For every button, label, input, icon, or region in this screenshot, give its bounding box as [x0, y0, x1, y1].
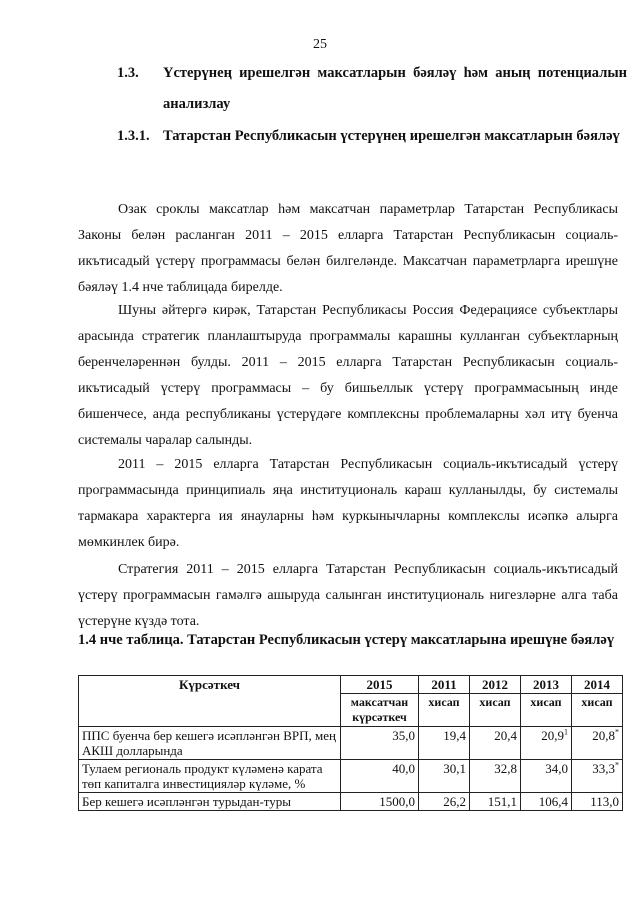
page-number: 25 — [313, 37, 327, 52]
row-label: ППС буенча бер кешегә исәпләнгән ВРП, мең АКШ долларында — [79, 727, 341, 760]
cell-value: 30,1 — [443, 761, 466, 776]
cell-value: 113,0 — [590, 794, 619, 809]
cell-value: 1500,0 — [379, 794, 415, 809]
indicator-header: Күрсәткеч — [79, 676, 341, 727]
subheader: хисап — [419, 694, 470, 727]
subheader: хисап — [521, 694, 572, 727]
paragraph: Озак сроклы максатлар һәм максатчан параметрлар Татарстан Республикасы Законы белән расланган 2011 – 2015 елларга Татарстан Республикасын социаль-икътисадый үстерү программасы белән билгеләнде. Максатчан параметрларга ирешүне бәяләү 1.4 нче таблицада бирелде. — [78, 202, 618, 295]
paragraph: Стратегия 2011 – 2015 елларга Татарстан Республикасын социаль-икътисадый үстерү программасын гамәлгә ашыруда салынган институциональ нигезләрне алга таба үстерүне күздә тота. — [78, 562, 618, 629]
cell-value: 20,9 — [541, 728, 564, 743]
cell-value: 151,1 — [487, 794, 517, 809]
subheader: максатчан күрсәткеч — [341, 694, 419, 727]
subsection-heading — [117, 121, 627, 152]
table-cell — [572, 793, 623, 811]
cell-value: 106,4 — [538, 794, 568, 809]
year-header: 2012 — [470, 676, 521, 694]
table-cell — [341, 727, 419, 760]
cell-value: 20,8 — [592, 728, 615, 743]
table-row — [79, 760, 623, 793]
year-header: 2011 — [419, 676, 470, 694]
table-row — [79, 793, 623, 811]
table-header-row — [79, 676, 623, 694]
table-cell — [572, 760, 623, 793]
goals-table — [78, 675, 623, 811]
subsection-number: 1.3.1. — [117, 128, 150, 144]
section-title: Үстерүнең ирешелгән максатларын бәяләү һәм аның потенциалын анализлау — [163, 65, 627, 112]
row-label: Тулаем региональ продукт күләменә карата төп капиталга инвестицияләр күләме, % — [79, 760, 341, 793]
cell-value: 34,0 — [545, 761, 568, 776]
cell-value: 32,8 — [494, 761, 517, 776]
subheader: хисап — [470, 694, 521, 727]
section-number: 1.3. — [117, 65, 139, 81]
cell-note: * — [615, 760, 619, 770]
cell-value: 40,0 — [392, 761, 415, 776]
table-cell — [419, 727, 470, 760]
cell-note: * — [615, 727, 619, 737]
table-cell — [521, 727, 572, 760]
year-header: 2014 — [572, 676, 623, 694]
table-cell — [572, 727, 623, 760]
cell-value: 26,2 — [443, 794, 466, 809]
year-header: 2015 — [341, 676, 419, 694]
year-header: 2013 — [521, 676, 572, 694]
subsection-title: Татарстан Республикасын үстерүнең ирешелгән максатларын бәяләү — [163, 128, 620, 144]
table-cell — [419, 793, 470, 811]
subheader: хисап — [572, 694, 623, 727]
table-cell — [521, 760, 572, 793]
table-row — [79, 727, 623, 760]
paragraph: 2011 – 2015 елларга Татарстан Республикасын социаль-икътисадый үстерү программасында принципиаль яңа институциональ караш кулланылды, бу системалы тармакара характерга ия янауларны һәм куркынычларны комплекслы исәпкә алырга мөмкинлек бирә. — [78, 457, 618, 550]
cell-value: 35,0 — [392, 728, 415, 743]
table-cell — [470, 727, 521, 760]
table-cell — [341, 760, 419, 793]
table-cell — [419, 760, 470, 793]
cell-value: 20,4 — [494, 728, 517, 743]
section-heading — [117, 58, 627, 120]
cell-value: 19,4 — [443, 728, 466, 743]
cell-note: 1 — [564, 727, 568, 737]
table-cell — [470, 760, 521, 793]
table-cell — [521, 793, 572, 811]
cell-value: 33,3 — [592, 761, 615, 776]
row-label: Бер кешегә исәпләнгән турыдан-туры — [79, 793, 341, 811]
paragraph: Шуны әйтергә кирәк, Татарстан Республикасы Россия Федерациясе субъектлары арасында стратегик планлаштыруда программалы карашны кулланган субъектларның беренчеләреннән булды. 2011 – 2015 елларга Татарстан Республикасын социаль-икътисадый үстерү программасы – бу бишьеллык үстерү программасының инде бишенчесе, анда республиканы үстерүдәге комплексны проблемаларны хәл итү буенча системалы чаралар салынды. — [78, 303, 618, 448]
table-cell — [341, 793, 419, 811]
table-caption: 1.4 нче таблица. Татарстан Республикасын үстерү максатларына ирешүне бәяләү — [78, 632, 615, 648]
table-cell — [470, 793, 521, 811]
